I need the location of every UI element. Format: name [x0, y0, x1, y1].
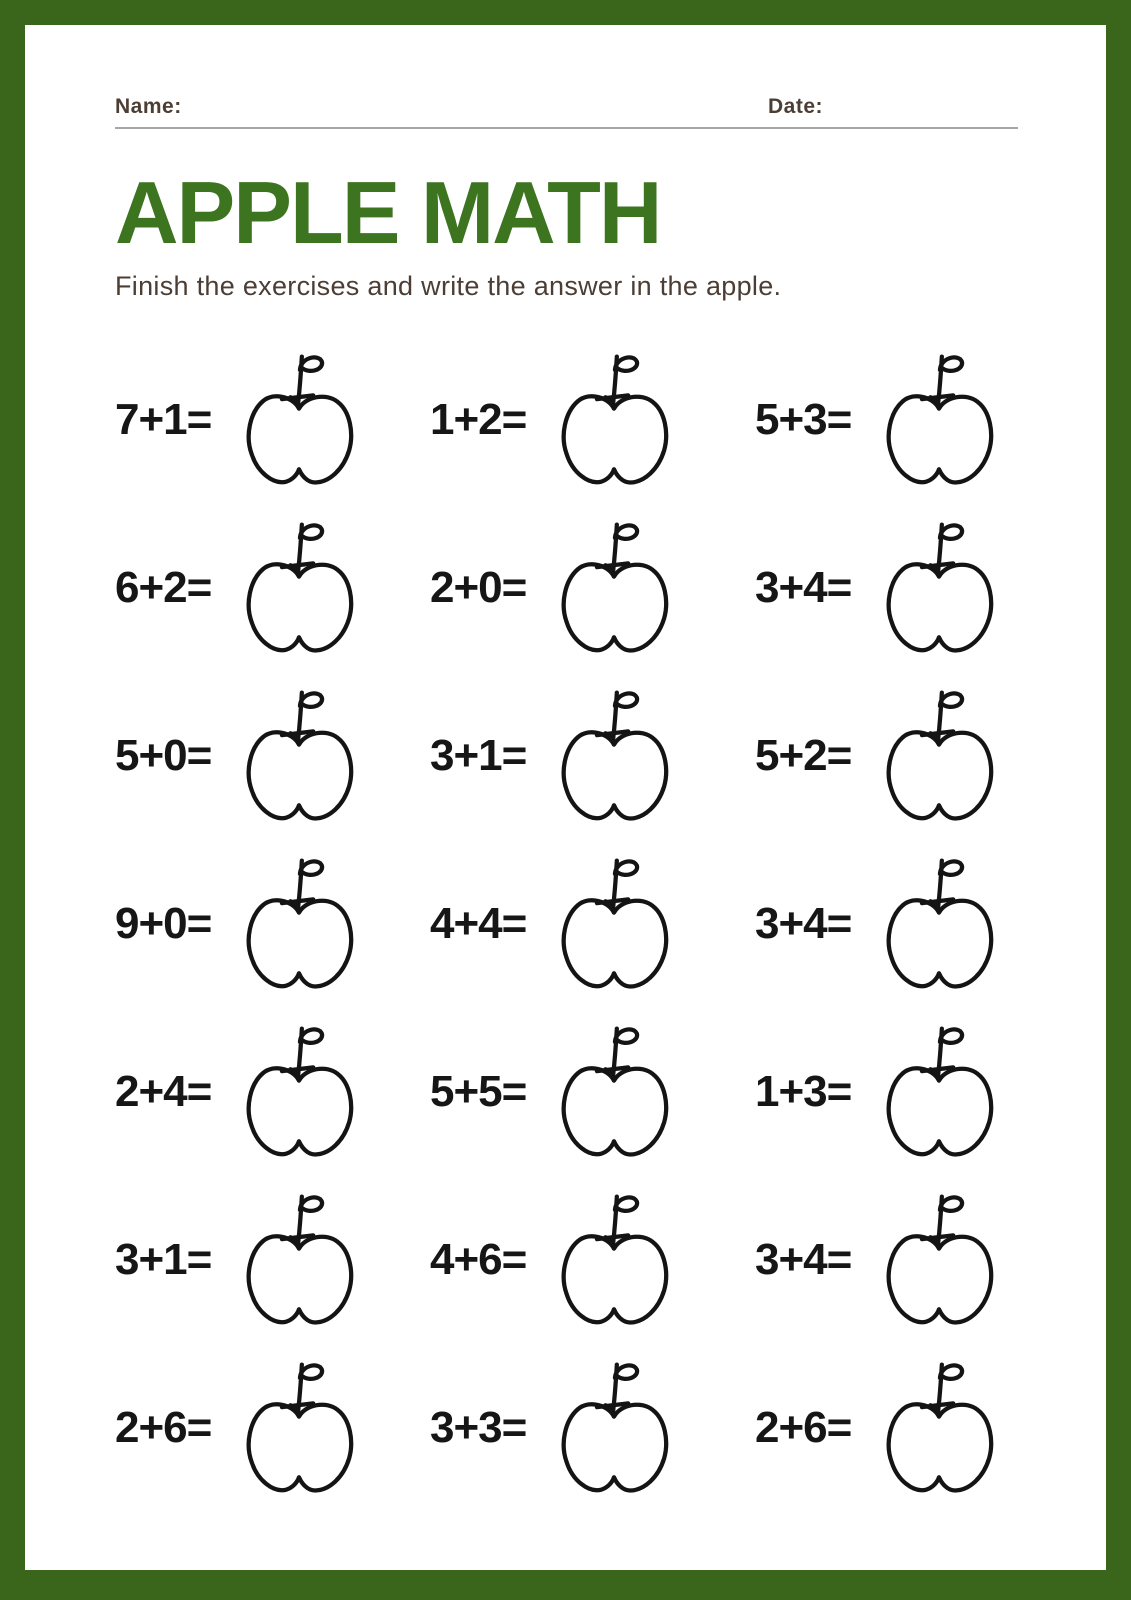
apple-outline-icon: [240, 685, 358, 827]
date-field-label: Date:: [768, 95, 824, 118]
problem-expression: 2+4=: [115, 1067, 212, 1116]
problem-cell: [430, 840, 755, 1008]
apple-outline-icon: [240, 349, 358, 491]
problem-cell: [755, 336, 1106, 504]
problem-cell: [430, 1008, 755, 1176]
problem-expression: 1+3=: [755, 1067, 852, 1116]
problem-cell: [115, 840, 430, 1008]
problem-expression: 3+1=: [430, 731, 527, 780]
problem-expression: 3+3=: [430, 1403, 527, 1452]
apple-outline-icon: [880, 1357, 998, 1499]
problems-grid: [115, 336, 1106, 1512]
apple-outline-icon: [240, 1357, 358, 1499]
problem-expression: 5+3=: [755, 395, 852, 444]
problem-cell: [430, 672, 755, 840]
apple-outline-icon: [555, 685, 673, 827]
problem-expression: 3+4=: [755, 899, 852, 948]
apple-outline-icon: [880, 349, 998, 491]
problem-cell: [430, 1344, 755, 1512]
problem-cell: [115, 336, 430, 504]
problem-cell: [430, 336, 755, 504]
apple-outline-icon: [880, 853, 998, 995]
apple-outline-icon: [240, 853, 358, 995]
problem-expression: 1+2=: [430, 395, 527, 444]
problem-expression: 9+0=: [115, 899, 212, 948]
problem-expression: 2+6=: [755, 1403, 852, 1452]
problem-expression: 7+1=: [115, 395, 212, 444]
problem-cell: [115, 672, 430, 840]
apple-outline-icon: [240, 1189, 358, 1331]
problem-expression: 3+4=: [755, 1235, 852, 1284]
problem-cell: [430, 504, 755, 672]
problem-expression: 2+6=: [115, 1403, 212, 1452]
problem-expression: 4+6=: [430, 1235, 527, 1284]
instructions-text: Finish the exercises and write the answer in the apple.: [115, 271, 782, 301]
apple-outline-icon: [555, 349, 673, 491]
problem-expression: 3+1=: [115, 1235, 212, 1284]
apple-outline-icon: [555, 517, 673, 659]
apple-outline-icon: [880, 1189, 998, 1331]
apple-outline-icon: [555, 1021, 673, 1163]
problem-expression: 5+2=: [755, 731, 852, 780]
problem-cell: [755, 840, 1106, 1008]
problem-expression: 6+2=: [115, 563, 212, 612]
problem-cell: [755, 672, 1106, 840]
apple-outline-icon: [880, 1021, 998, 1163]
apple-outline-icon: [240, 1021, 358, 1163]
problem-cell: [115, 504, 430, 672]
apple-outline-icon: [555, 1189, 673, 1331]
problem-expression: 4+4=: [430, 899, 527, 948]
problem-cell: [755, 1008, 1106, 1176]
problem-expression: 5+0=: [115, 731, 212, 780]
problem-expression: 3+4=: [755, 563, 852, 612]
apple-outline-icon: [555, 853, 673, 995]
name-date-header: [115, 95, 1018, 129]
apple-outline-icon: [240, 517, 358, 659]
problem-expression: 5+5=: [430, 1067, 527, 1116]
problem-cell: [755, 504, 1106, 672]
problem-cell: [115, 1344, 430, 1512]
problem-cell: [430, 1176, 755, 1344]
problem-expression: 2+0=: [430, 563, 527, 612]
page-title: APPLE MATH: [115, 163, 661, 262]
problem-cell: [115, 1176, 430, 1344]
apple-outline-icon: [880, 685, 998, 827]
apple-outline-icon: [555, 1357, 673, 1499]
problem-cell: [755, 1344, 1106, 1512]
name-field-label: Name:: [115, 95, 182, 118]
apple-outline-icon: [880, 517, 998, 659]
problem-cell: [115, 1008, 430, 1176]
problem-cell: [755, 1176, 1106, 1344]
